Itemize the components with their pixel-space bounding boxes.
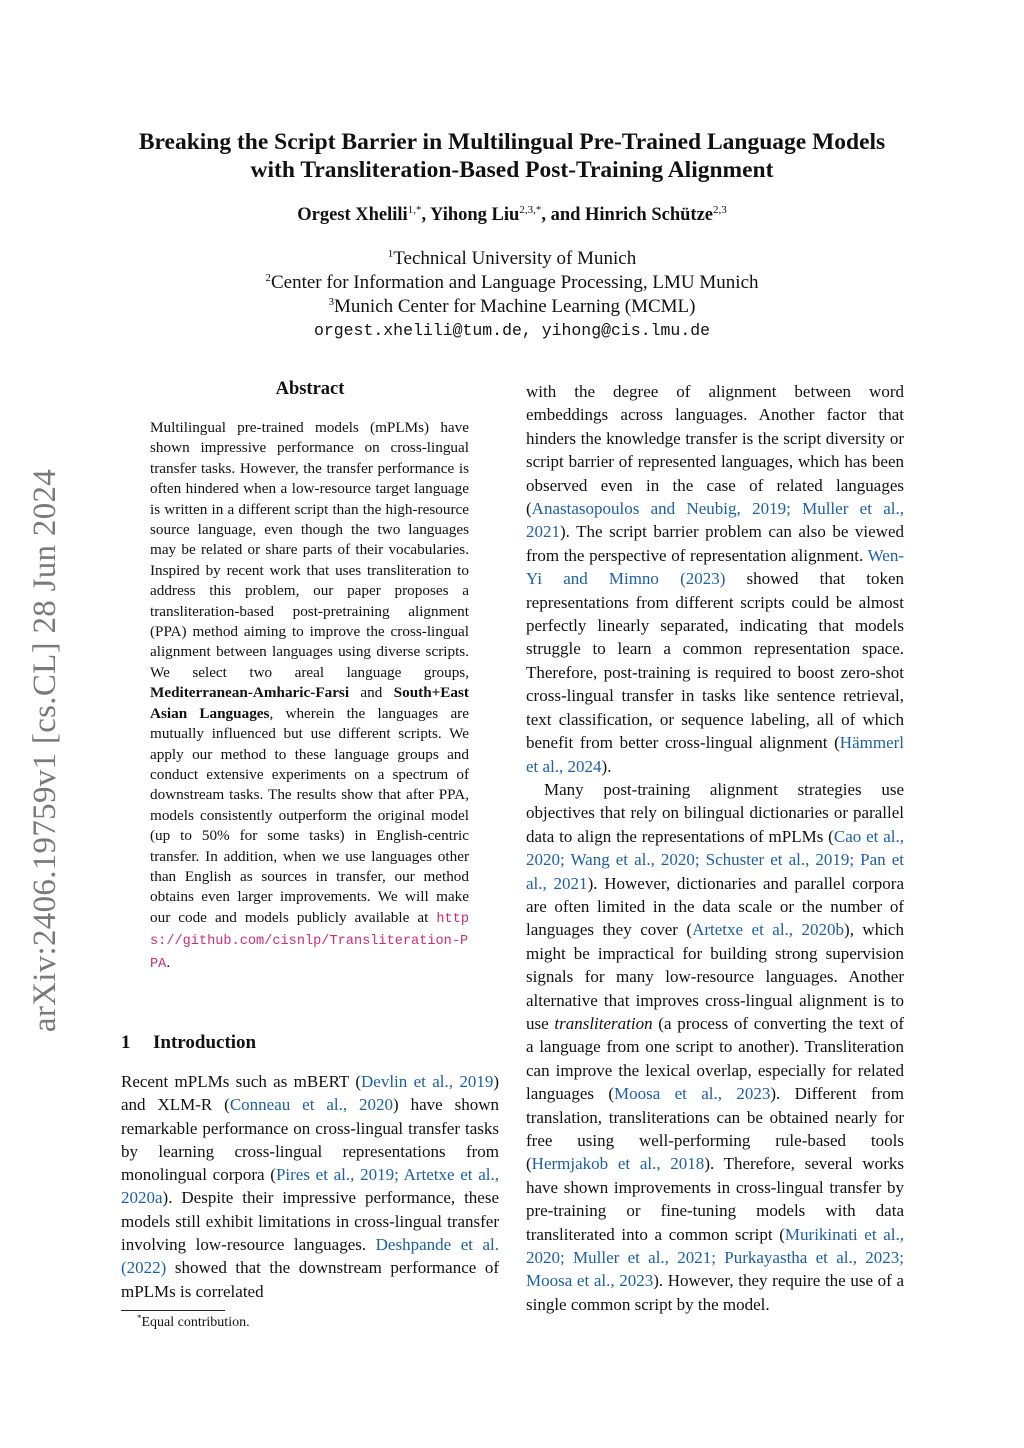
arxiv-sidebar [26, 440, 66, 1060]
abstract-heading: Abstract [275, 379, 345, 399]
body-text: ) and XLM-R ( [121, 1072, 499, 1115]
emphasized-term: transliteration [554, 1013, 653, 1033]
body-text: ). [601, 756, 612, 776]
body-text: Many post-training alignment strategies use objectives that rely on bilingual dictionaries or parallel data to align the representations of mPLMs ( [526, 779, 904, 846]
footnote-divider [121, 1310, 225, 1311]
citation-link[interactable]: Moosa et al., 2023 [613, 1084, 771, 1104]
citation-link[interactable]: Anastasopoulos and Neubig, 2019; Muller et al., 2021 [526, 499, 904, 542]
author-affiliation-marker: 2,3,* [519, 204, 542, 216]
citation-link[interactable]: Cao et al., 2020; Wang et al., 2020; Schuster et al., 2019; Pan et al., 2021 [526, 826, 905, 893]
affiliation-line [100, 247, 924, 271]
abstract-text: . [166, 953, 171, 971]
citation-link[interactable]: Murikinati et al., 2020; Muller et al., 2021; Purkayastha et al., 2023; Moosa et al., 2023 [526, 1224, 904, 1291]
citation-link[interactable]: Devlin et al., 2019 [361, 1072, 494, 1091]
code-repository-link[interactable]: https://github.com/cisnlp/Transliteration-PPA [150, 911, 469, 972]
body-text: ). Different from translation, transliterations can be obtained nearly for free using well-performing rule-based tools ( [526, 1084, 904, 1174]
introduction-paragraph [121, 1070, 499, 1303]
affiliation-text: Munich Center for Machine Learning (MCML) [334, 296, 696, 317]
body-text: ). Despite their impressive performance, these models still exhibit limitations in cross-lingual transfer involving low-resource languages. [121, 1188, 499, 1255]
author-emails[interactable]: orgest.xhelili@tum.de, yihong@cis.lmu.de [313, 321, 711, 340]
author-list [100, 202, 924, 228]
language-group-name: Mediterranean-Amharic-Farsi [150, 684, 350, 702]
body-text: (a process of converting the text of a language from one script to another). Transliteration can improve the lexical overlap, especially for related languages ( [526, 1013, 904, 1104]
footnote [137, 1315, 250, 1331]
body-text: ). However, they require the use of a single common script by the model. [526, 1271, 904, 1314]
footnote-marker: * [137, 1313, 142, 1323]
footnote-text: Equal contribution. [141, 1315, 250, 1330]
title-line-2: with Transliteration-Based Post-Training Alignment [250, 157, 774, 183]
abstract-text: , wherein the languages are mutually influenced but use different scripts. We apply our method to these language groups and conduct extensive experiments on a spectrum of downstream tasks. The results show that after PPA, models consistently outperform the original model (up to 50% for some tasks) in English-centric transfer. In addition, when we use languages other than English as sources in transfer, our method obtains even larger improvements. We will make our code and models publicly available at [150, 704, 469, 926]
paper-title [100, 128, 924, 184]
body-paragraph [526, 778, 904, 1316]
affiliation-text: Technical University of Munich [393, 248, 637, 269]
citation-link[interactable]: Hämmerl et al., 2024 [526, 733, 904, 776]
citation-link[interactable]: Deshpande et al. (2022) [121, 1235, 499, 1278]
citation-link[interactable]: Hermjakob et al., 2018 [531, 1154, 705, 1174]
abstract-text: and [349, 684, 394, 702]
affiliation-text: Center for Information and Language Processing, LMU Munich [270, 272, 759, 293]
author-separator: , and [541, 205, 586, 225]
body-text: showed that token representations from different scripts could be almost perfectly linearly separated, indicating that models struggle to learn a common representation space. Therefore, post-training is required to boost zero-shot cross-lingual transfer in tasks like sentence retrieval, text classification, or sequence labeling, all of which benefit from better cross-lingual alignment ( [526, 569, 904, 753]
body-text: ), which might be impractical for building strong supervision signals for many low-resource languages. Another alternative that improves cross-lingual alignment is to use [526, 920, 904, 1033]
body-text: showed that the downstream performance of mPLMs is correlated [121, 1258, 499, 1301]
body-text: ) have shown remarkable performance on cross-lingual transfer tasks by learning cross-lingual representations from monolingual corpora ( [121, 1095, 500, 1185]
author-affiliation-marker: 2,3 [713, 204, 727, 216]
citation-link[interactable]: Conneau et al., 2020 [229, 1095, 394, 1115]
affiliation-marker: 1 [387, 248, 394, 260]
introduction-heading [121, 1032, 501, 1054]
body-paragraph [526, 380, 904, 778]
body-text: with the degree of alignment between word embeddings across languages. Another factor that hinders the knowledge transfer is the script diversity or script barrier of represented languages, which has been observed even in the case of related languages ( [526, 382, 904, 519]
author-name: Orgest Xhelili [297, 205, 408, 225]
section-title: Introduction [153, 1032, 257, 1053]
language-group-name: South+East Asian Languages [150, 684, 469, 722]
title-line-1: Breaking the Script Barrier in Multilingual Pre-Trained Language Models [138, 129, 886, 155]
citation-link[interactable]: Wen-Yi and Mimno (2023) [526, 545, 904, 589]
author-affiliation-marker: 1,* [407, 204, 422, 216]
citation-link[interactable]: Artetxe et al., 2020b [692, 920, 845, 940]
abstract-body [150, 418, 469, 975]
affiliations [100, 247, 924, 343]
body-text: ). However, dictionaries and parallel corpora are often limited in the data scale or the number of languages they cover ( [526, 873, 904, 940]
author-name: Hinrich Schütze [585, 205, 713, 225]
body-text: ). The script barrier problem can also be viewed from the perspective of representation alignment. [526, 522, 904, 565]
body-text: Recent mPLMs such as mBERT ( [121, 1072, 361, 1091]
affiliation-line [100, 295, 924, 319]
abstract-text: Multilingual pre-trained models (mPLMs) have shown impressive performance on cross-lingual transfer tasks. However, the transfer performance is often hindered when a low-resource target language is written in a different script than the high-resource source language, even though the two languages may be related or share parts of their vocabularies. Inspired by recent work that uses transliteration to address this problem, our paper proposes a transliteration-based post-pretraining alignment (PPA) method aiming to improve the cross-lingual alignment between languages using diverse scripts. We select two areal language groups, [150, 419, 469, 681]
affiliation-line [100, 271, 924, 295]
section-number: 1 [121, 1032, 131, 1053]
body-text: ). Therefore, several works have shown improvements in cross-lingual transfer by pre-training or fine-tuning models with data transliterated into a common script ( [526, 1154, 904, 1244]
citation-link[interactable]: Pires et al., 2019; Artetxe et al., 2020a [121, 1165, 500, 1208]
author-name: Yihong Liu [430, 205, 520, 225]
affiliation-marker: 2 [265, 272, 271, 284]
affiliation-marker: 3 [328, 296, 335, 308]
arxiv-identifier[interactable]: arXiv:2406.19759v1 [cs.CL] 28 Jun 2024 [27, 468, 64, 1032]
right-column [526, 380, 904, 1316]
author-separator: , [421, 205, 431, 225]
